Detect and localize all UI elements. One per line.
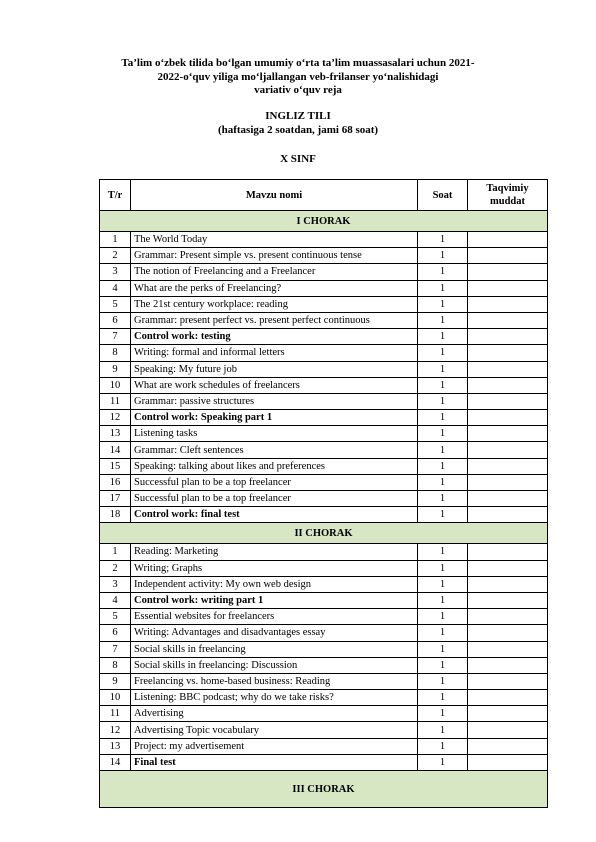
row-number: 4 — [100, 280, 131, 296]
row-number: 13 — [100, 738, 131, 754]
row-topic: Advertising Topic vocabulary — [131, 722, 418, 738]
row-hours: 1 — [418, 560, 468, 576]
row-date — [468, 329, 548, 345]
row-topic: Grammar: present perfect vs. present perfect continuous — [131, 312, 418, 328]
row-date — [468, 361, 548, 377]
row-number: 2 — [100, 248, 131, 264]
row-date — [468, 754, 548, 770]
row-hours: 1 — [418, 361, 468, 377]
row-topic: Final test — [131, 754, 418, 770]
row-date — [468, 377, 548, 393]
quarter-title: III CHORAK — [100, 771, 548, 808]
col-header-date: Taqvimiy muddat — [468, 180, 548, 211]
row-topic: The 21st century workplace: reading — [131, 296, 418, 312]
row-topic: The World Today — [131, 232, 418, 248]
table-row — [100, 232, 548, 248]
curriculum-table — [99, 179, 548, 808]
row-number: 9 — [100, 361, 131, 377]
quarter-header-row — [100, 211, 548, 232]
row-topic: Independent activity: My own web design — [131, 576, 418, 592]
row-date — [468, 722, 548, 738]
row-date — [468, 657, 548, 673]
row-date — [468, 592, 548, 608]
row-hours: 1 — [418, 232, 468, 248]
row-hours: 1 — [418, 345, 468, 361]
table-row — [100, 458, 548, 474]
table-row — [100, 738, 548, 754]
row-hours: 1 — [418, 641, 468, 657]
row-number: 6 — [100, 312, 131, 328]
row-topic: Control work: Speaking part 1 — [131, 410, 418, 426]
table-row — [100, 426, 548, 442]
row-hours: 1 — [418, 673, 468, 689]
table-row — [100, 507, 548, 523]
row-date — [468, 312, 548, 328]
row-number: 17 — [100, 491, 131, 507]
row-number: 7 — [100, 641, 131, 657]
row-topic: The notion of Freelancing and a Freelancer — [131, 264, 418, 280]
subject-name: INGLIZ TILI — [265, 110, 331, 122]
row-date — [468, 560, 548, 576]
row-topic: Speaking: talking about likes and preferences — [131, 458, 418, 474]
row-topic: Reading: Marketing — [131, 544, 418, 560]
quarter-header-row — [100, 523, 548, 544]
row-hours: 1 — [418, 410, 468, 426]
row-topic: Successful plan to be a top freelancer — [131, 491, 418, 507]
hours-note: (haftasiga 2 soatdan, jami 68 soat) — [217, 123, 379, 136]
row-number: 5 — [100, 296, 131, 312]
row-hours: 1 — [418, 507, 468, 523]
table-row — [100, 312, 548, 328]
row-date — [468, 544, 548, 560]
table-row — [100, 377, 548, 393]
row-hours: 1 — [418, 264, 468, 280]
row-date — [468, 738, 548, 754]
row-number: 2 — [100, 560, 131, 576]
row-number: 9 — [100, 673, 131, 689]
row-date — [468, 576, 548, 592]
row-topic: Grammar: passive structures — [131, 393, 418, 409]
table-row — [100, 410, 548, 426]
row-topic: Successful plan to be a top freelancer — [131, 474, 418, 490]
row-date — [468, 280, 548, 296]
row-hours: 1 — [418, 657, 468, 673]
row-number: 13 — [100, 426, 131, 442]
row-hours: 1 — [418, 722, 468, 738]
table-row — [100, 393, 548, 409]
row-topic: Grammar: Cleft sentences — [131, 442, 418, 458]
row-hours: 1 — [418, 296, 468, 312]
row-number: 6 — [100, 625, 131, 641]
table-row — [100, 248, 548, 264]
row-date — [468, 609, 548, 625]
row-date — [468, 491, 548, 507]
row-number: 16 — [100, 474, 131, 490]
table-row — [100, 560, 548, 576]
row-hours: 1 — [418, 754, 468, 770]
table-body — [100, 211, 548, 808]
row-topic: What are the perks of Freelancing? — [131, 280, 418, 296]
row-hours: 1 — [418, 576, 468, 592]
row-number: 3 — [100, 264, 131, 280]
row-hours: 1 — [418, 248, 468, 264]
quarter-header-row — [100, 771, 548, 808]
row-number: 7 — [100, 329, 131, 345]
row-date — [468, 393, 548, 409]
row-number: 12 — [100, 722, 131, 738]
table-row — [100, 296, 548, 312]
row-number: 4 — [100, 592, 131, 608]
title-line-1: Ta’lim o‘zbek tilida bo‘lgan umumiy o‘rta ta’lim muassasalari uchun 2021- — [121, 57, 475, 69]
table-row — [100, 609, 548, 625]
row-number: 12 — [100, 410, 131, 426]
row-date — [468, 232, 548, 248]
row-topic: Writing: Advantages and disadvantages essay — [131, 625, 418, 641]
row-topic: Control work: testing — [131, 329, 418, 345]
row-hours: 1 — [418, 706, 468, 722]
row-topic: Control work: writing part 1 — [131, 592, 418, 608]
row-number: 1 — [100, 544, 131, 560]
row-number: 11 — [100, 393, 131, 409]
row-topic: Listening tasks — [131, 426, 418, 442]
col-header-topic: Mavzu nomi — [131, 180, 418, 211]
row-hours: 1 — [418, 491, 468, 507]
row-number: 3 — [100, 576, 131, 592]
table-row — [100, 673, 548, 689]
table-row — [100, 754, 548, 770]
table-row — [100, 706, 548, 722]
row-topic: Writing: formal and informal letters — [131, 345, 418, 361]
row-topic: Listening: BBC podcast; why do we take risks? — [131, 690, 418, 706]
row-number: 10 — [100, 377, 131, 393]
row-topic: Project: my advertisement — [131, 738, 418, 754]
row-number: 5 — [100, 609, 131, 625]
row-date — [468, 474, 548, 490]
row-number: 11 — [100, 706, 131, 722]
row-number: 14 — [100, 442, 131, 458]
table-row — [100, 592, 548, 608]
col-header-hours: Soat — [418, 180, 468, 211]
row-date — [468, 248, 548, 264]
table-row — [100, 657, 548, 673]
row-topic: Social skills in freelancing: Discussion — [131, 657, 418, 673]
row-hours: 1 — [418, 609, 468, 625]
quarter-title: I CHORAK — [100, 211, 548, 232]
row-date — [468, 507, 548, 523]
row-hours: 1 — [418, 738, 468, 754]
row-topic: Grammar: Present simple vs. present continuous tense — [131, 248, 418, 264]
row-number: 10 — [100, 690, 131, 706]
quarter-title: II CHORAK — [100, 523, 548, 544]
table-row — [100, 544, 548, 560]
row-number: 1 — [100, 232, 131, 248]
row-topic: Essential websites for freelancers — [131, 609, 418, 625]
row-hours: 1 — [418, 280, 468, 296]
table-row — [100, 345, 548, 361]
row-hours: 1 — [418, 625, 468, 641]
row-date — [468, 625, 548, 641]
row-topic: Control work: final test — [131, 507, 418, 523]
row-date — [468, 442, 548, 458]
table-header-row — [100, 180, 548, 211]
table-row — [100, 264, 548, 280]
row-topic: Social skills in freelancing — [131, 641, 418, 657]
table-row — [100, 329, 548, 345]
row-topic: Freelancing vs. home-based business: Reading — [131, 673, 418, 689]
row-date — [468, 410, 548, 426]
row-number: 14 — [100, 754, 131, 770]
table-row — [100, 442, 548, 458]
col-header-number: T/r — [100, 180, 131, 211]
subject-block — [0, 110, 596, 137]
row-number: 8 — [100, 345, 131, 361]
row-date — [468, 296, 548, 312]
row-hours: 1 — [418, 312, 468, 328]
table-row — [100, 625, 548, 641]
table-row — [100, 690, 548, 706]
table-row — [100, 361, 548, 377]
grade-label: X SINF — [280, 153, 316, 165]
row-date — [468, 641, 548, 657]
row-hours: 1 — [418, 544, 468, 560]
table-row — [100, 474, 548, 490]
row-number: 8 — [100, 657, 131, 673]
table-row — [100, 641, 548, 657]
row-hours: 1 — [418, 426, 468, 442]
table-row — [100, 722, 548, 738]
row-topic: Advertising — [131, 706, 418, 722]
row-hours: 1 — [418, 329, 468, 345]
document-title — [0, 57, 596, 98]
row-date — [468, 345, 548, 361]
row-hours: 1 — [418, 393, 468, 409]
row-date — [468, 264, 548, 280]
row-topic: What are work schedules of freelancers — [131, 377, 418, 393]
row-topic: Speaking: My future job — [131, 361, 418, 377]
row-date — [468, 690, 548, 706]
title-line-2: 2022-o‘quv yiliga mo‘ljallangan veb-frilanser yo‘nalishidagi — [157, 70, 439, 83]
row-number: 18 — [100, 507, 131, 523]
row-number: 15 — [100, 458, 131, 474]
row-hours: 1 — [418, 592, 468, 608]
table-row — [100, 576, 548, 592]
row-hours: 1 — [418, 690, 468, 706]
row-date — [468, 458, 548, 474]
row-date — [468, 706, 548, 722]
row-date — [468, 426, 548, 442]
row-hours: 1 — [418, 474, 468, 490]
title-line-3: variativ o‘quv reja — [254, 84, 342, 96]
row-hours: 1 — [418, 458, 468, 474]
row-hours: 1 — [418, 377, 468, 393]
row-hours: 1 — [418, 442, 468, 458]
table-row — [100, 280, 548, 296]
row-date — [468, 673, 548, 689]
row-topic: Writing; Graphs — [131, 560, 418, 576]
table-row — [100, 491, 548, 507]
